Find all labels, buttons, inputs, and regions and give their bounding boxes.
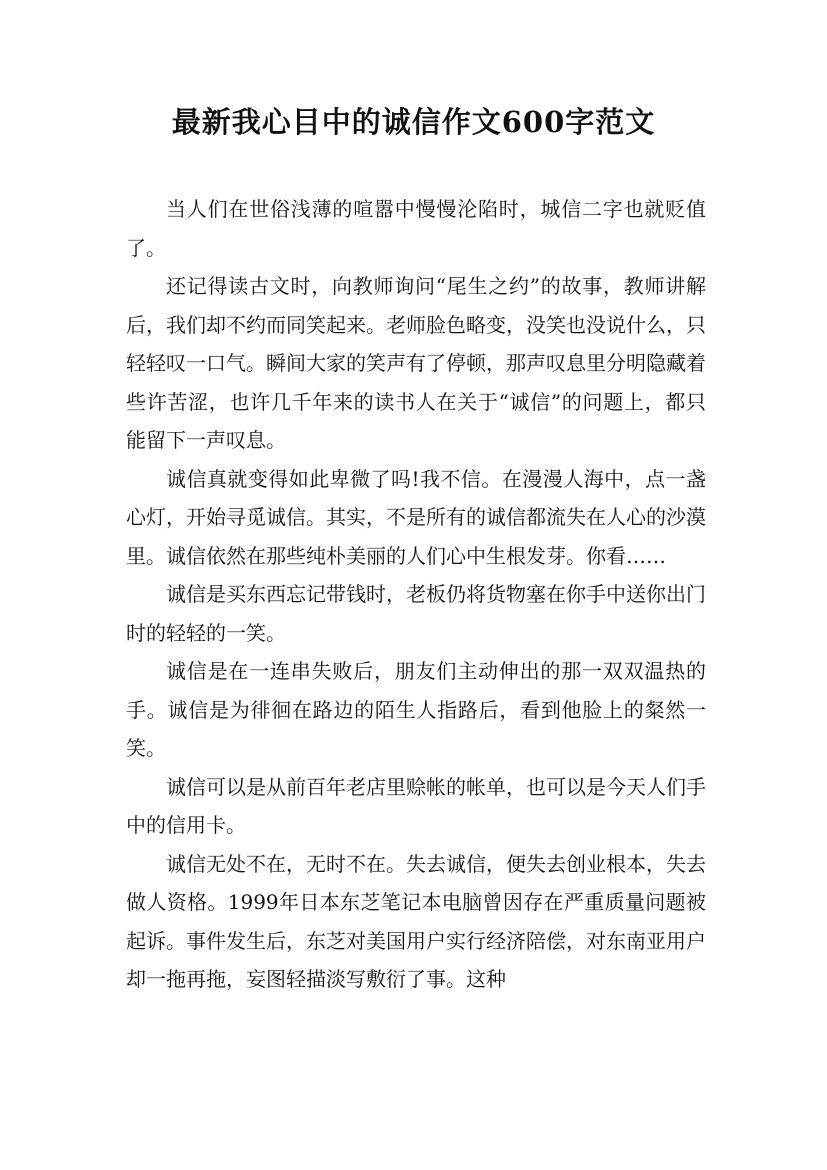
document-body bbox=[126, 190, 706, 999]
paragraph: 诚信是在一连串失败后，朋友们主动伸出的那一双双温热的手。诚信是为徘徊在路边的陌生人指路后，看到他脸上的粲然一笑。 bbox=[126, 659, 706, 760]
paragraph: 当人们在世俗浅薄的喧嚣中慢慢沦陷时，城信二字也就贬值了。 bbox=[126, 197, 706, 260]
paragraph: 诚信真就变得如此卑微了吗!我不信。在漫漫人海中，点一盏心灯，开始寻觅诚信。其实，不是所有的诚信都流失在人心的沙漠里。诚信依然在那些纯朴美丽的人们心中生根发芽。你看…… bbox=[126, 466, 706, 568]
paragraph: 诚信可以是从前百年老店里赊帐的帐单，也可以是今天人们手中的信用卡。 bbox=[126, 774, 706, 837]
paragraph: 还记得读古文时，向教师询问“尾生之约”的故事，教师讲解后，我们却不约而同笑起来。老师脸色略变，没笑也没说什么，只轻轻叹一口气。瞬间大家的笑声有了停顿，那声叹息里分明隐藏着些许苦涩，也许几千年来的读书人在关于“诚信”的问题上，都只能留下一声叹息。 bbox=[126, 274, 706, 452]
paragraph: 诚信是买东西忘记带钱时，老板仍将货物塞在你手中送你出门时的轻轻的一笑。 bbox=[126, 582, 706, 645]
document-title: 最新我心目中的诚信作文600字范文 bbox=[171, 105, 656, 139]
paragraph: 诚信无处不在，无时不在。失去诚信，便失去创业根本，失去做人资格。1999年日本东芝笔记本电脑曾因存在严重质量问题被起诉。事件发生后，东芝对美国用户实行经济陪偿，对东南亚用户却一拖再拖，妄图轻描淡写敷衍了事。这种 bbox=[126, 851, 706, 991]
